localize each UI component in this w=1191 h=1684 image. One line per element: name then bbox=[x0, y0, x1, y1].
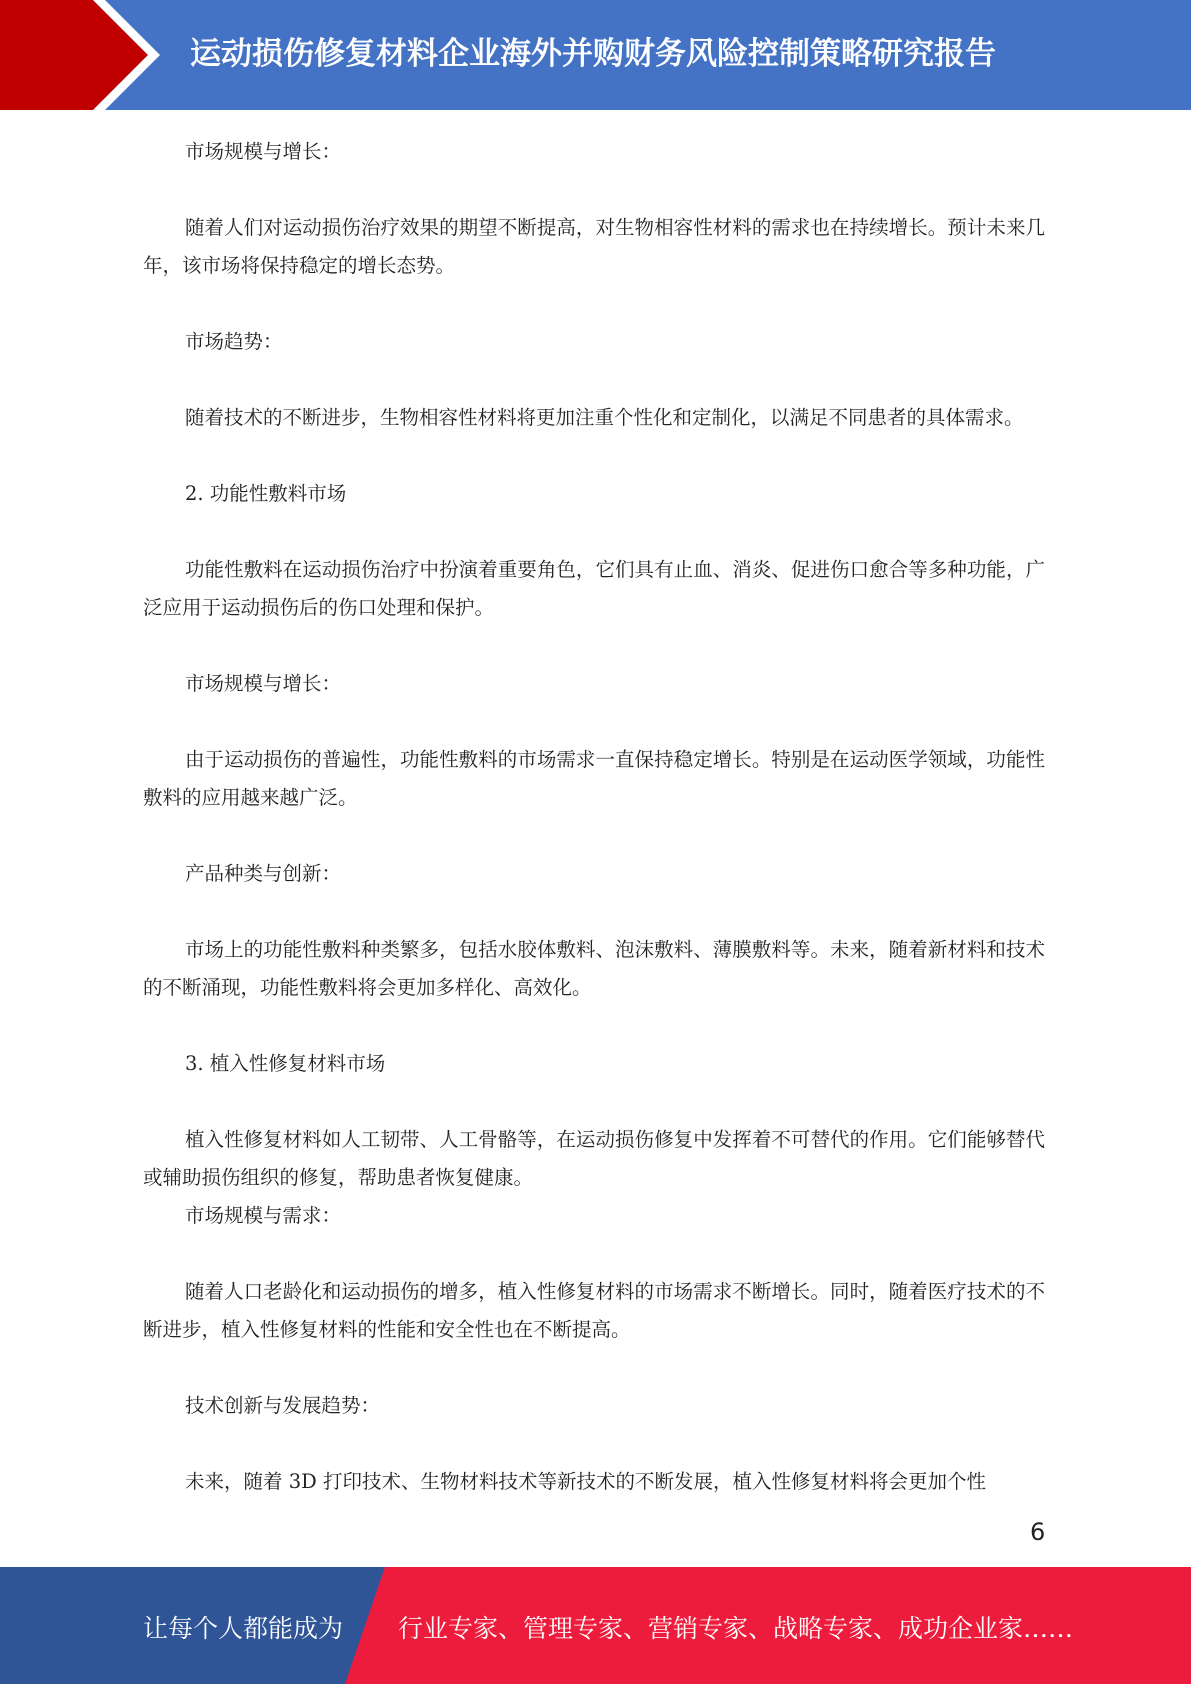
section-heading-implant-material: 3. 植入性修复材料市场 bbox=[185, 1052, 386, 1075]
subheading-market-trend: 市场趋势： bbox=[185, 330, 283, 353]
page-header bbox=[0, 0, 1191, 110]
page-footer bbox=[0, 1567, 1191, 1684]
paragraph: 植入性修复材料如人工韧带、人工骨骼等，在运动损伤修复中发挥着不可替代的作用。它们能够替代或辅助损伤组织的修复，帮助患者恢复健康。 bbox=[143, 1128, 1045, 1189]
subheading-market-size: 市场规模与增长： bbox=[185, 140, 342, 163]
footer-slogan-left: 让每个人都能成为 bbox=[143, 1614, 344, 1643]
paragraph: 市场上的功能性敷料种类繁多，包括水胶体敷料、泡沫敷料、薄膜敷料等。未来，随着新材料和技术的不断涌现，功能性敷料将会更加多样化、高效化。 bbox=[143, 938, 1045, 999]
subheading-product-types: 产品种类与创新： bbox=[185, 862, 342, 885]
section-heading-functional-dressing: 2. 功能性敷料市场 bbox=[185, 482, 347, 505]
subheading-market-demand: 市场规模与需求： bbox=[185, 1204, 342, 1227]
paragraph: 未来，随着 3D 打印技术、生物材料技术等新技术的不断发展，植入性修复材料将会更加个性 bbox=[185, 1470, 986, 1493]
paragraph: 随着技术的不断进步，生物相容性材料将更加注重个性化和定制化，以满足不同患者的具体需求。 bbox=[185, 406, 1024, 429]
subheading-market-size: 市场规模与增长： bbox=[185, 672, 342, 695]
paragraph: 随着人们对运动损伤治疗效果的期望不断提高，对生物相容性材料的需求也在持续增长。预计未来几年，该市场将保持稳定的增长态势。 bbox=[143, 216, 1045, 277]
paragraph: 功能性敷料在运动损伤治疗中扮演着重要角色，它们具有止血、消炎、促进伤口愈合等多种功能，广泛应用于运动损伤后的伤口处理和保护。 bbox=[143, 558, 1045, 619]
page-number: 6 bbox=[1030, 1518, 1046, 1546]
paragraph: 由于运动损伤的普遍性，功能性敷料的市场需求一直保持稳定增长。特别是在运动医学领域，功能性敷料的应用越来越广泛。 bbox=[143, 748, 1045, 809]
footer-slogan-right: 行业专家、管理专家、营销专家、战略专家、成功企业家…… bbox=[398, 1614, 1074, 1643]
document-title: 运动损伤修复材料企业海外并购财务风险控制策略研究报告 bbox=[190, 36, 996, 72]
subheading-tech-innovation: 技术创新与发展趋势： bbox=[185, 1394, 381, 1417]
paragraph: 随着人口老龄化和运动损伤的增多，植入性修复材料的市场需求不断增长。同时，随着医疗技术的不断进步，植入性修复材料的性能和安全性也在不断提高。 bbox=[143, 1280, 1045, 1341]
